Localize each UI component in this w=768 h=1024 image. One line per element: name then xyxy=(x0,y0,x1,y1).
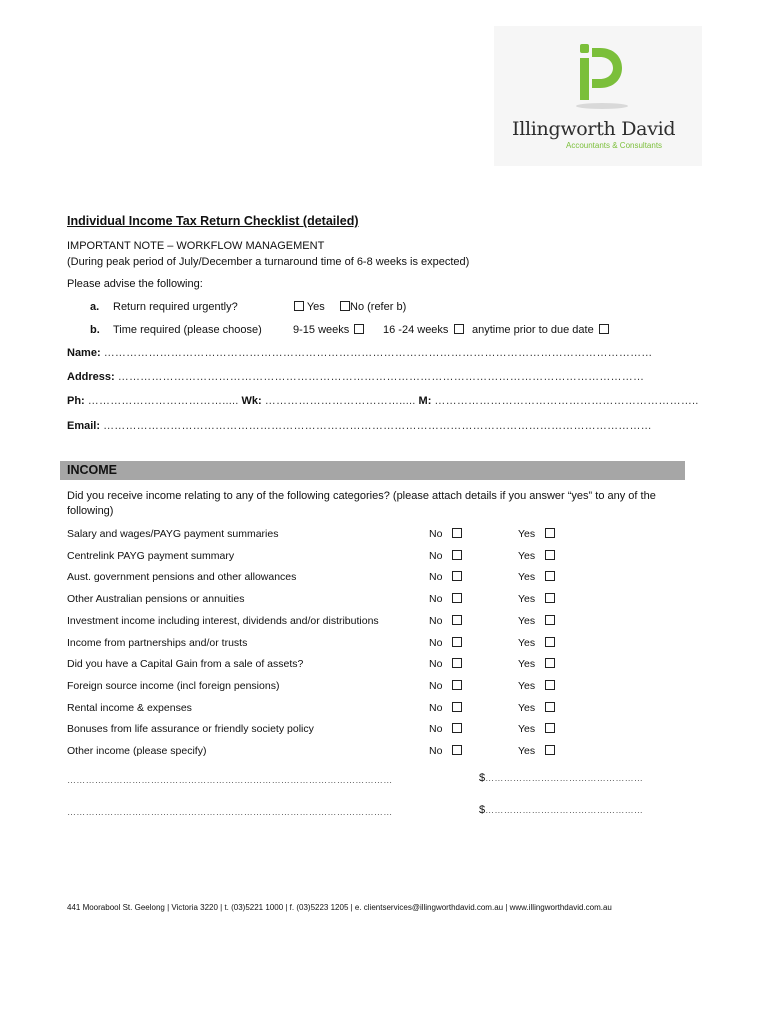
yes-checkbox[interactable] xyxy=(545,615,555,625)
no-label: No xyxy=(429,571,443,583)
no-label: No xyxy=(429,658,443,670)
yes-label: Yes xyxy=(518,550,536,562)
no-checkbox[interactable] xyxy=(452,528,462,538)
no-checkbox[interactable] xyxy=(452,550,462,560)
yes-checkbox[interactable] xyxy=(545,528,555,538)
name-label: Name: xyxy=(67,347,101,359)
income-row-label: Other income (please specify) xyxy=(67,745,207,757)
footer-contact: 441 Moorabool St. Geelong | Victoria 3220 | t. (03)5221 1000 | f. (03)5223 1205 | e. clientservices@illingworthdavid.com.au | www.illingworthdavid.com.au xyxy=(67,903,612,912)
urgent-no-checkbox[interactable] xyxy=(340,301,350,311)
ph-label: Ph: xyxy=(67,395,85,407)
income-row-label: Rental income & expenses xyxy=(67,702,192,714)
income-row-yes-option[interactable] xyxy=(518,637,555,649)
option-b-label: Time required (please choose) xyxy=(113,324,262,336)
other-income-desc-line-1[interactable]: …………………………………………………………………………………………… xyxy=(67,775,393,785)
income-row-no-option[interactable] xyxy=(429,680,462,692)
mobile-label: M: xyxy=(418,395,432,407)
company-logo xyxy=(494,26,702,166)
income-row-no-option[interactable] xyxy=(429,658,462,670)
yes-checkbox[interactable] xyxy=(545,680,555,690)
yes-label: Yes xyxy=(518,637,536,649)
note-text: (During peak period of July/December a turnaround time of 6-8 weeks is expected) xyxy=(67,256,470,268)
income-row-no-option[interactable] xyxy=(429,702,462,714)
phone-fields[interactable] xyxy=(67,395,699,407)
email-field[interactable] xyxy=(67,420,652,432)
yes-checkbox[interactable] xyxy=(545,745,555,755)
yes-checkbox[interactable] xyxy=(545,550,555,560)
other-income-amount-1[interactable] xyxy=(479,772,643,784)
time-anytime-checkbox[interactable] xyxy=(599,324,609,334)
yes-label: Yes xyxy=(518,745,536,757)
income-row-yes-option[interactable] xyxy=(518,702,555,714)
time-16-24-checkbox[interactable] xyxy=(454,324,464,334)
no-checkbox[interactable] xyxy=(452,680,462,690)
yes-label: Yes xyxy=(518,593,536,605)
income-intro: Did you receive income relating to any of the following categories? (please attach details if you answer “yes” to any of the following) xyxy=(67,490,656,517)
yes-checkbox[interactable] xyxy=(545,702,555,712)
address-input-line[interactable]: …………………………………………………………………………………………………………………………… xyxy=(117,371,645,383)
no-label: No xyxy=(429,745,443,757)
urgent-yes-option[interactable] xyxy=(294,301,325,313)
address-label: Address: xyxy=(67,371,115,383)
income-row-no-option[interactable] xyxy=(429,745,462,757)
no-label: No xyxy=(429,723,443,735)
income-row-no-option[interactable] xyxy=(429,528,462,540)
no-label: No xyxy=(429,528,443,540)
income-row-label: Foreign source income (incl foreign pensions) xyxy=(67,680,280,692)
time-16-24-label: 16 -24 weeks xyxy=(383,324,449,336)
income-row-yes-option[interactable] xyxy=(518,550,555,562)
income-row-yes-option[interactable] xyxy=(518,593,555,605)
name-field[interactable] xyxy=(67,347,653,359)
no-checkbox[interactable] xyxy=(452,571,462,581)
time-9-15-label: 9-15 weeks xyxy=(293,324,350,336)
no-checkbox[interactable] xyxy=(452,745,462,755)
yes-checkbox[interactable] xyxy=(545,637,555,647)
yes-label: Yes xyxy=(518,680,536,692)
income-row-no-option[interactable] xyxy=(429,723,462,735)
income-row-yes-option[interactable] xyxy=(518,658,555,670)
option-a-label: Return required urgently? xyxy=(113,301,238,313)
time-9-15-checkbox[interactable] xyxy=(354,324,364,334)
no-label: No xyxy=(429,550,443,562)
amount-line[interactable]: …………………………………………… xyxy=(485,773,644,783)
yes-label: Yes xyxy=(518,723,536,735)
income-row-yes-option[interactable] xyxy=(518,571,555,583)
no-label: No xyxy=(429,615,443,627)
income-row-no-option[interactable] xyxy=(429,550,462,562)
no-checkbox[interactable] xyxy=(452,615,462,625)
time-anytime-label: anytime prior to due date xyxy=(472,324,594,336)
yes-label: Yes xyxy=(518,615,536,627)
income-row-no-option[interactable] xyxy=(429,637,462,649)
no-label: No xyxy=(429,637,443,649)
no-label: No xyxy=(429,680,443,692)
income-row-yes-option[interactable] xyxy=(518,528,555,540)
page-title: Individual Income Tax Return Checklist (detailed) xyxy=(67,214,359,228)
option-b-letter: b. xyxy=(90,324,100,336)
income-row-no-option[interactable] xyxy=(429,593,462,605)
advise-text: Please advise the following: xyxy=(67,278,203,290)
email-label: Email: xyxy=(67,420,101,432)
income-row-label: Bonuses from life assurance or friendly society policy xyxy=(67,723,314,735)
income-row-label: Aust. government pensions and other allowances xyxy=(67,571,297,583)
currency-symbol: $ xyxy=(479,804,486,816)
urgent-yes-label: Yes xyxy=(306,301,325,313)
income-section-title: INCOME xyxy=(67,463,117,477)
yes-checkbox[interactable] xyxy=(545,658,555,668)
income-row-label: Investment income including interest, dividends and/or distributions xyxy=(67,615,379,627)
wk-input-line[interactable]: ………………………………..... xyxy=(264,395,416,407)
income-section-header xyxy=(60,461,685,480)
income-row-label: Centrelink PAYG payment summary xyxy=(67,550,235,562)
ph-input-line[interactable]: ………………………………..... xyxy=(87,395,239,407)
no-label: No xyxy=(429,593,443,605)
yes-label: Yes xyxy=(518,658,536,670)
name-input-line[interactable]: ………………………………………………………………………………………………………………………………… xyxy=(103,347,653,359)
urgent-no-label: No (refer b) xyxy=(350,301,407,313)
income-row-no-option[interactable] xyxy=(429,615,462,627)
logo-subtitle: Accountants & Consultants xyxy=(566,141,663,150)
currency-symbol: $ xyxy=(479,772,486,784)
option-a-letter: a. xyxy=(90,301,100,313)
yes-label: Yes xyxy=(518,702,536,714)
note-heading: IMPORTANT NOTE – WORKFLOW MANAGEMENT xyxy=(67,240,325,252)
income-row-no-option[interactable] xyxy=(429,571,462,583)
logo-mark-icon xyxy=(568,38,628,118)
income-row-label: Other Australian pensions or annuities xyxy=(67,593,245,605)
amount-line[interactable]: …………………………………………… xyxy=(485,805,644,815)
logo-company-name: Illingworth David xyxy=(512,118,676,140)
income-row-yes-option[interactable] xyxy=(518,615,555,627)
no-checkbox[interactable] xyxy=(452,702,462,712)
income-row-yes-option[interactable] xyxy=(518,745,555,757)
yes-label: Yes xyxy=(518,571,536,583)
income-row-yes-option[interactable] xyxy=(518,680,555,692)
no-checkbox[interactable] xyxy=(452,593,462,603)
no-checkbox[interactable] xyxy=(452,658,462,668)
income-row-label: Income from partnerships and/or trusts xyxy=(67,637,248,649)
no-label: No xyxy=(429,702,443,714)
email-input-line[interactable]: ………………………………………………………………………………………………………………………………… xyxy=(103,420,652,432)
wk-label: Wk: xyxy=(241,395,262,407)
yes-checkbox[interactable] xyxy=(545,593,555,603)
no-checkbox[interactable] xyxy=(452,723,462,733)
yes-label: Yes xyxy=(518,528,536,540)
no-checkbox[interactable] xyxy=(452,637,462,647)
yes-checkbox[interactable] xyxy=(545,723,555,733)
other-income-amount-2[interactable] xyxy=(479,804,643,816)
income-row-yes-option[interactable] xyxy=(518,723,555,735)
address-field[interactable] xyxy=(67,371,644,383)
yes-checkbox[interactable] xyxy=(545,571,555,581)
time-16-24-option[interactable] xyxy=(383,324,464,336)
other-income-desc-line-2[interactable]: …………………………………………………………………………………………… xyxy=(67,807,393,817)
income-row-label: Did you have a Capital Gain from a sale of assets? xyxy=(67,658,304,670)
time-anytime-option[interactable] xyxy=(472,324,609,336)
urgent-no-option[interactable] xyxy=(340,301,406,313)
mobile-input-line[interactable]: …………………………………………………………….. xyxy=(434,395,699,407)
income-row-label: Salary and wages/PAYG payment summaries xyxy=(67,528,279,540)
time-9-15-option[interactable] xyxy=(293,324,364,336)
urgent-yes-checkbox[interactable] xyxy=(294,301,304,311)
